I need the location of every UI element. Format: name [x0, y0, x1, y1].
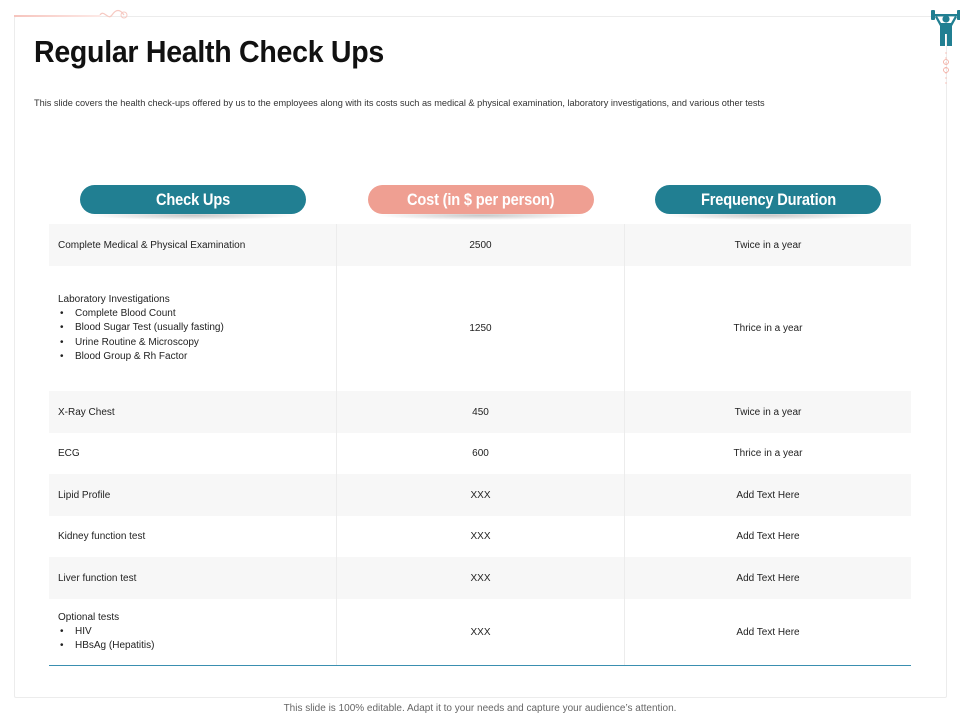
header-frequency: Frequency Duration [655, 185, 881, 214]
checkup-name: Kidney function test [58, 531, 146, 542]
checkup-item: • Blood Group & Rh Factor [58, 350, 224, 364]
checkup-name: Liver function test [58, 572, 137, 584]
checkup-cost: 450 [336, 391, 624, 433]
table-row [49, 224, 911, 266]
checkup-frequency: Add Text Here [624, 474, 911, 516]
checkup-cost: XXX [336, 516, 624, 557]
checkup-frequency: Thrice in a year [624, 266, 911, 391]
checkup-cost: 2500 [336, 224, 624, 266]
checkup-cost: 1250 [336, 266, 624, 391]
checkup-frequency: Twice in a year [624, 224, 911, 266]
checkup-frequency: Twice in a year [624, 391, 911, 433]
page-title: Regular Health Check Ups [34, 34, 384, 69]
table-row [49, 433, 911, 474]
table-row [49, 391, 911, 433]
checkup-cost: XXX [336, 557, 624, 599]
table-row [49, 557, 911, 599]
checkup-item: • Complete Blood Count [58, 307, 224, 321]
checkup-frequency: Add Text Here [624, 516, 911, 557]
checkup-frequency: Add Text Here [624, 599, 911, 665]
checkup-frequency: Add Text Here [624, 557, 911, 599]
weightlifter-icon [928, 4, 960, 84]
checkup-name: Laboratory Investigations [58, 293, 170, 305]
checkup-cost: XXX [336, 599, 624, 665]
checkup-name: Optional tests [58, 611, 120, 623]
checkup-name: Lipid Profile [58, 489, 111, 501]
checkup-items [58, 307, 224, 364]
checkup-name: Complete Medical & Physical Examination [58, 239, 246, 251]
checkup-item: • Urine Routine & Microscopy [58, 336, 224, 350]
checkup-item: • HBsAg (Hepatitis) [58, 639, 154, 653]
checkup-items [58, 625, 154, 654]
footer-note: This slide is 100% editable. Adapt it to your needs and capture your audience’s attention. [283, 703, 677, 714]
checkup-name: ECG [58, 448, 80, 459]
checkup-frequency: Thrice in a year [624, 433, 911, 474]
checkup-cost: XXX [336, 474, 624, 516]
checkup-item: • HIV [58, 625, 154, 639]
checkup-name-cell [49, 266, 336, 391]
header-check-ups: Check Ups [80, 185, 306, 214]
checkup-cost: 600 [336, 433, 624, 474]
table-row [49, 516, 911, 557]
checkup-name-cell [49, 599, 336, 665]
table-row [49, 266, 911, 391]
swirl-decoration-icon [98, 8, 128, 22]
checkup-name: X-Ray Chest [58, 406, 115, 418]
checkup-item: • Blood Sugar Test (usually fasting) [58, 321, 224, 335]
page-subtitle: This slide covers the health check-ups offered by us to the employees along with its costs such as medical & physical examination, laboratory investigations, and various other tests [34, 98, 765, 108]
health-checkup-table [49, 224, 911, 666]
header-cost: Cost (in $ per person) [368, 185, 594, 214]
frame-accent-line [14, 15, 100, 17]
table-row [49, 474, 911, 516]
table-row [49, 599, 911, 665]
